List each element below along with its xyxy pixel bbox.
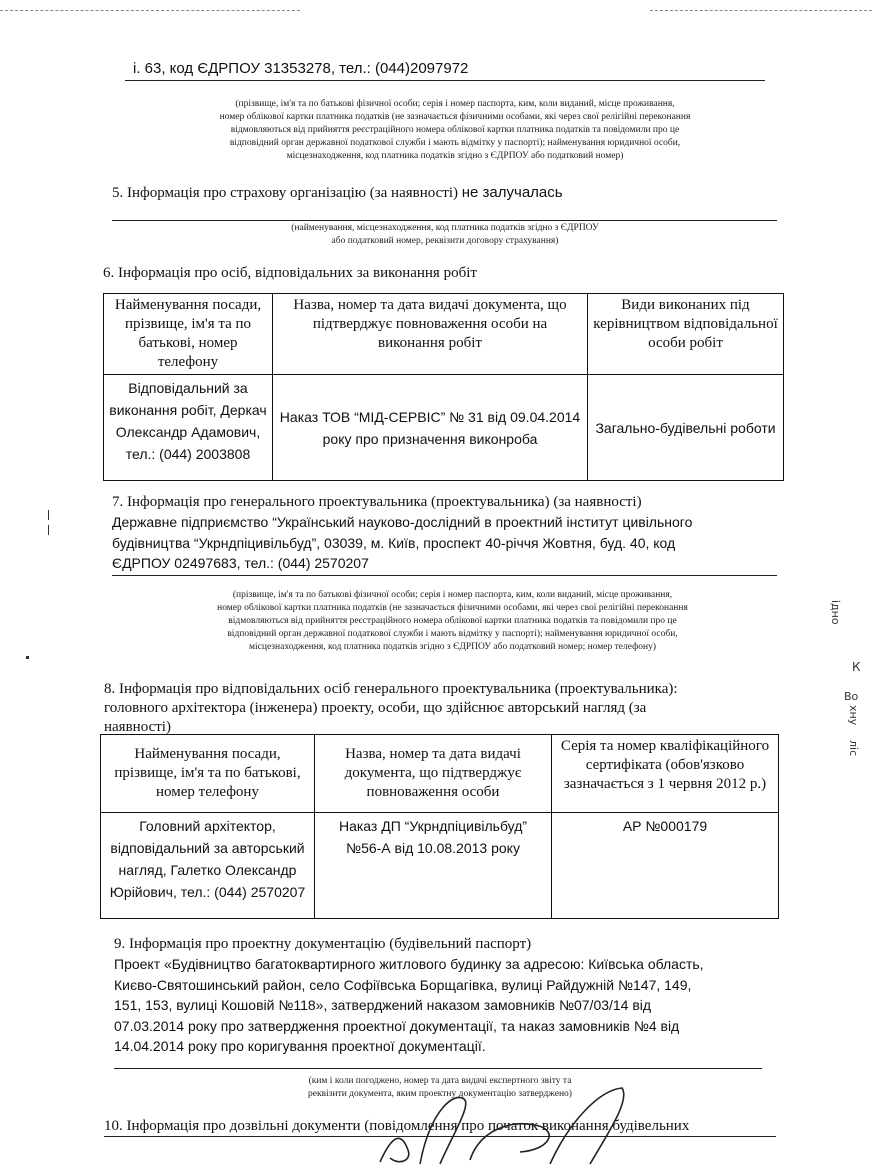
section-7-body: Державне підприємство “Український науково-дослідний в проектний інститут цивільного будівництва “Укрндпіцивільбуд”, 03039, м. Київ, проспект 40-річчя Жовтня, буд. 40, код ЄДРПОУ 02497683, тел.: (044) 2570207 [112,514,693,571]
table-header: Найменування посади, прізвище, ім'я та по батькові, номер телефону [104,294,273,375]
scan-speck [26,656,29,659]
designer-persons-table [100,734,779,919]
table-cell: Наказ ДП “Укрндпіцивільбуд” №56-А від 10.08.2013 року [315,813,552,919]
responsible-persons-table [103,293,784,481]
scan-speck [48,525,49,535]
margin-fragment: ліс [847,740,860,757]
underline [125,80,765,81]
section-9-body: Проект «Будівництво багатоквартирного житлового будинку за адресою: Київська область, Києво-Святошинський район, село Софіївська Борщагівка, вулиці Райдужній №147, 149, 151, 153, вулиці Кошовій №118», затверджений наказом замовників №07/03/14 від 07.03.2014 року про затвердження проектної документації, та наказ замовників №4 від 14.04.2014 року про коригування проектної документації. [114,956,704,1054]
table-cell: Відповідальний за виконання робіт, Деркач Олександр Адамович, тел.: (044) 2003808 [104,375,273,481]
margin-fragment: К [852,660,861,674]
table-cell: АР №000179 [552,813,779,919]
table-header: Найменування посади, прізвище, ім'я та по батькові, номер телефону [101,735,315,813]
table-header: Назва, номер та дата видачі документа, що підтверджує повноваження особи на виконання робіт [273,294,588,375]
table-header: Назва, номер та дата видачі документа, що підтверджує повноваження особи [315,735,552,813]
scan-edge-line [650,10,872,11]
table-header: Серія та номер кваліфікаційного сертифіката (обов'язково зазначається з 1 червня 2012 р.) [552,735,779,813]
underline [112,575,777,576]
margin-fragment: Во [844,690,859,703]
section-7-title: 7. Інформація про генерального проектувальника (проектувальника) (за наявності) [112,494,642,510]
top-line: і. 63, код ЄДРПОУ 31353278, тел.: (044)2097972 [133,60,469,77]
margin-fragment: хну [847,705,860,726]
section-8-title: 8. Інформація про відповідальних осіб генерального проектувальника (проектувальника): головного архітектора (інженера) проекту, особи, що здійснює авторський нагляд (за наявності) [104,681,678,735]
margin-fragment: ідно [829,600,842,625]
section-5: 5. Інформація про страхову організацію (за наявності) не залучалась [112,184,563,201]
section-6-title: 6. Інформація про осіб, відповідальних за виконання робіт [103,265,477,281]
footnote-insurance: (найменування, місцезнаходження, код платника податків згідно з ЄДРПОУ або податковий номер, реквізити договору страхування) [291,223,599,246]
table-cell: Загально-будівельні роботи [588,375,784,481]
signature-image [360,1080,640,1168]
scan-edge-line [0,10,300,11]
table-header: Види виконаних під керівництвом відповідальної особи робіт [588,294,784,375]
footnote-owner: (прізвище, ім'я та по батькові фізичної особи; серія і номер паспорта, ким, коли виданий, місце проживання, номер облікової картки платника податків (не зазначається фізичними особами, які через свої релігійні переконання відмовляються від прийняття реєстраційного номера облікової картки платника податків та повідомили про це відповідний орган державної податкової служби і мають відмітку у паспорті); найменування юридичної особи, місцезнаходження, код платника податків згідно з ЄДРПОУ або податковий номер) [219,99,691,161]
underline [114,1068,762,1069]
footnote-designer: (прізвище, ім'я та по батькові фізичної особи; серія і номер паспорта, ким, коли виданий, місце проживання, номер облікової картки платника податків (не зазначається фізичними особами, які через свої релігійні переконання відмовляються від прийняття реєстраційного номера облікової картки платника податків та повідомили про це відповідний орган державної податкової служби і мають відмітку у паспорті); найменування юридичної особи, місцезнаходження, код платника податків згідно з ЄДРПОУ або податковий номер; номер телефону) [217,590,688,652]
table-cell: Наказ ТОВ “МІД-СЕРВІС” № 31 від 09.04.2014 року про призначення виконроба [273,375,588,481]
section-10-title: 10. Інформація про дозвільні документи (повідомлення про початок виконання будівельних [104,1118,690,1134]
footnote-design-docs: (ким і коли погоджено, номер та дата видачі експертного звіту та реквізити документа, яким проектну документацію затверджено) [308,1076,572,1099]
table-cell: Головний архітектор, відповідальний за авторський нагляд, Галетко Олександр Юрійович, тел.: (044) 2570207 [101,813,315,919]
scan-speck [48,510,49,520]
underline [112,220,777,221]
section-9-title: 9. Інформація про проектну документацію (будівельний паспорт) [114,936,532,952]
